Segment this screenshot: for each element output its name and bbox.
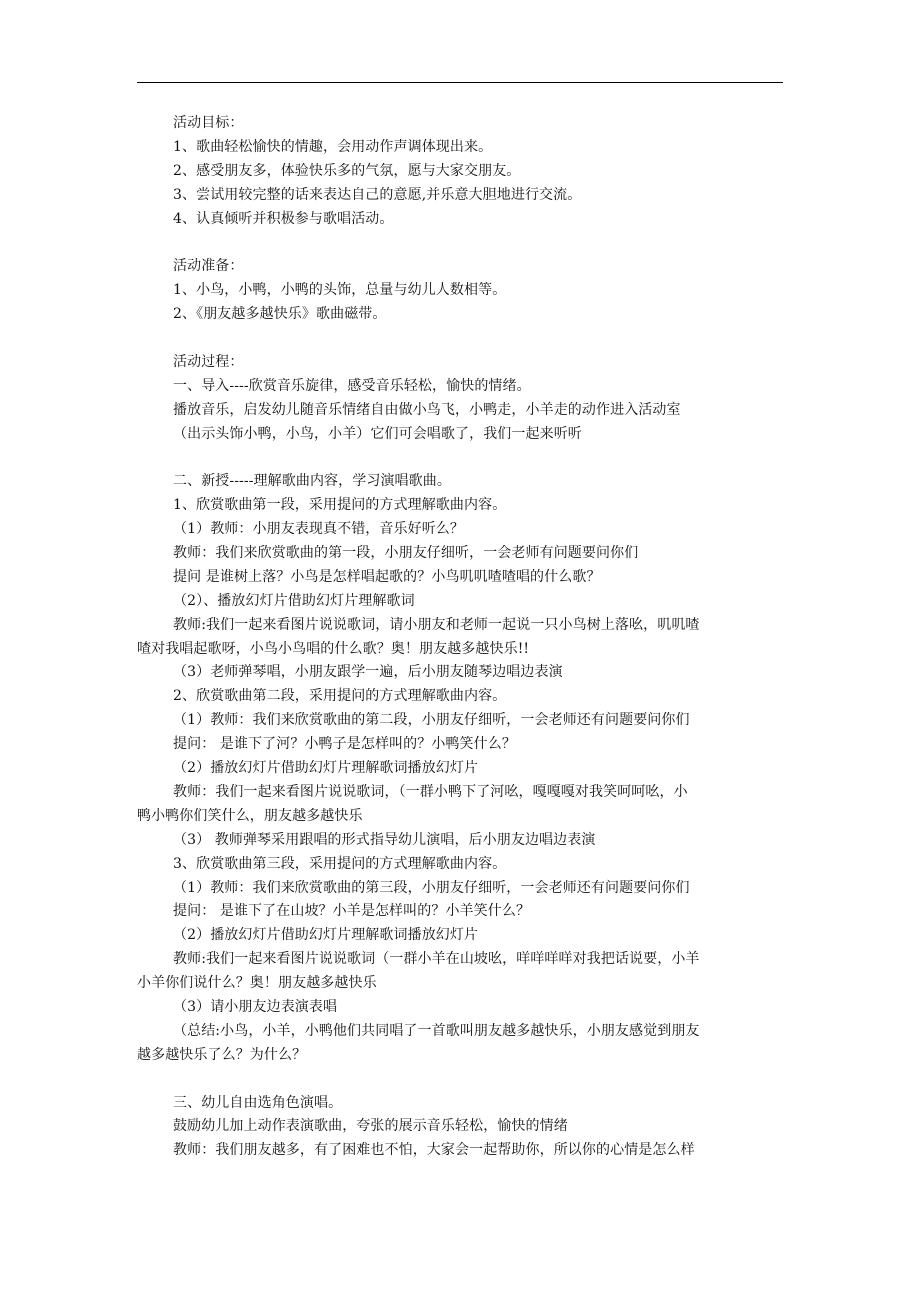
process-line: （3）老师弹琴唱，小朋友跟学一遍，后小朋友随琴边唱边表演 [173, 664, 563, 681]
process-line: （2）播放幻灯片借助幻灯片理解歌词播放幻灯片 [173, 927, 479, 944]
spacer [173, 231, 783, 255]
process-section [137, 351, 783, 1163]
process-line: （2）播放幻灯片借助幻灯片理解歌词播放幻灯片 [173, 760, 479, 777]
goal-item: 2、感受朋友多，体验快乐多的气氛，愿与大家交朋友。 [173, 162, 521, 179]
process-line: 教师:我们一起来看图片说说歌词，请小朋友和老师一起说一只小鸟树上落吆，叽叽喳 [173, 616, 700, 633]
goals-heading: 活动目标： [173, 115, 244, 131]
process-heading: 活动过程： [173, 353, 244, 370]
process-line: 教师：我们一起来看图片说说歌词，（一群小鸭下了河吆，嘎嘎嘎对我笑呵呵吆，小 [173, 783, 688, 800]
prep-item: 2、《朋友越多越快乐》歌曲磁带。 [173, 306, 387, 323]
goals-section [173, 112, 783, 231]
process-line: 播放音乐，启发幼儿随音乐情绪自由做小鸟飞，小鸭走，小羊走的动作进入活动室 [173, 401, 681, 418]
process-line: 教师：我们朋友越多，有了困难也不怕，大家会一起帮助你，所以你的心情是怎么样 [173, 1142, 695, 1159]
process-line-continued: 鸭小鸭你们笑什么，朋友越多越快乐 [137, 807, 363, 824]
process-line: （1）教师：我们来欣赏歌曲的第三段，小朋友仔细听，一会老师还有问题要问你们 [173, 879, 690, 896]
header-rule [137, 82, 783, 83]
process-line: （1）教师：小朋友表现真不错，音乐好听么？ [173, 521, 465, 538]
spacer [173, 1068, 783, 1092]
process-line: （1）教师：我们来欣赏歌曲的第二段，小朋友仔细听，一会老师还有问题要问你们 [173, 712, 690, 729]
process-line: 提问： 是谁下了河？小鸭子是怎样叫的？小鸭笑什么？ [173, 736, 516, 753]
process-line: （2）、播放幻灯片借助幻灯片理解歌词 [173, 592, 415, 609]
process-line: （出示头饰小鸭，小鸟，小羊）它们可会唱歌了，我们一起来听听 [173, 425, 582, 442]
goal-item: 1、歌曲轻松愉快的情趣，会用动作声调体现出来。 [173, 138, 493, 155]
process-line: 2、欣赏歌曲第二段，采用提问的方式理解歌曲内容。 [173, 688, 507, 705]
spacer [173, 327, 783, 351]
process-line: 教师：我们来欣赏歌曲的第一段，小朋友仔细听，一会老师有问题要问你们 [173, 545, 639, 562]
spacer [173, 446, 783, 470]
process-line: （3）请小朋友边表演表唱 [173, 998, 338, 1015]
process-line: 二、新授-----理解歌曲内容，学习演唱歌曲。 [173, 473, 451, 490]
process-line-continued: 越多越快乐了么？为什么？ [137, 1046, 307, 1063]
process-line: （总结:小鸟，小羊，小鸭他们共同唱了一首歌叫朋友越多越快乐，小朋友感觉到朋友 [173, 1022, 700, 1039]
process-line: 提问 是谁树上落？小鸟是怎样唱起歌的？小鸟叽叽喳喳唱的什么歌？ [173, 568, 601, 585]
process-line: 三、幼儿自由选角色演唱。 [173, 1094, 343, 1111]
goal-item: 3、尝试用较完整的话来表达自己的意愿,并乐意大胆地进行交流。 [173, 186, 582, 203]
process-line: 教师:我们一起来看图片说说歌词（一群小羊在山坡吆，咩咩咩咩对我把话说要，小羊 [173, 951, 700, 968]
goal-item: 4、认真倾听并积极参与歌唱活动。 [173, 210, 394, 227]
process-line-continued: 喳对我唱起歌呀，小鸟小鸟唱的什么歌？奥！朋友越多越快乐!! [137, 640, 530, 657]
process-line-continued: 小羊你们说什么？奥！朋友越多越快乐 [137, 975, 377, 992]
prep-item: 1、小鸟，小鸭，小鸭的头饰，总量与幼儿人数相等。 [173, 282, 507, 299]
process-line: 鼓励幼儿加上动作表演歌曲，夸张的展示音乐轻松，愉快的情绪 [173, 1118, 568, 1135]
prep-heading: 活动准备： [173, 258, 244, 275]
process-line: 提问： 是谁下了在山坡？小羊是怎样叫的？小羊笑什么？ [173, 903, 531, 920]
process-line: 1、欣赏歌曲第一段，采用提问的方式理解歌曲内容。 [173, 497, 507, 514]
document-body [137, 112, 783, 1163]
process-line: 3、欣赏歌曲第三段，采用提问的方式理解歌曲内容。 [173, 855, 507, 872]
prep-section [173, 255, 783, 327]
process-line: 一、导入----欣赏音乐旋律，感受音乐轻松，愉快的情绪。 [173, 377, 531, 394]
process-line: （3） 教师弹琴采用跟唱的形式指导幼儿演唱，后小朋友边唱边表演 [173, 831, 596, 848]
